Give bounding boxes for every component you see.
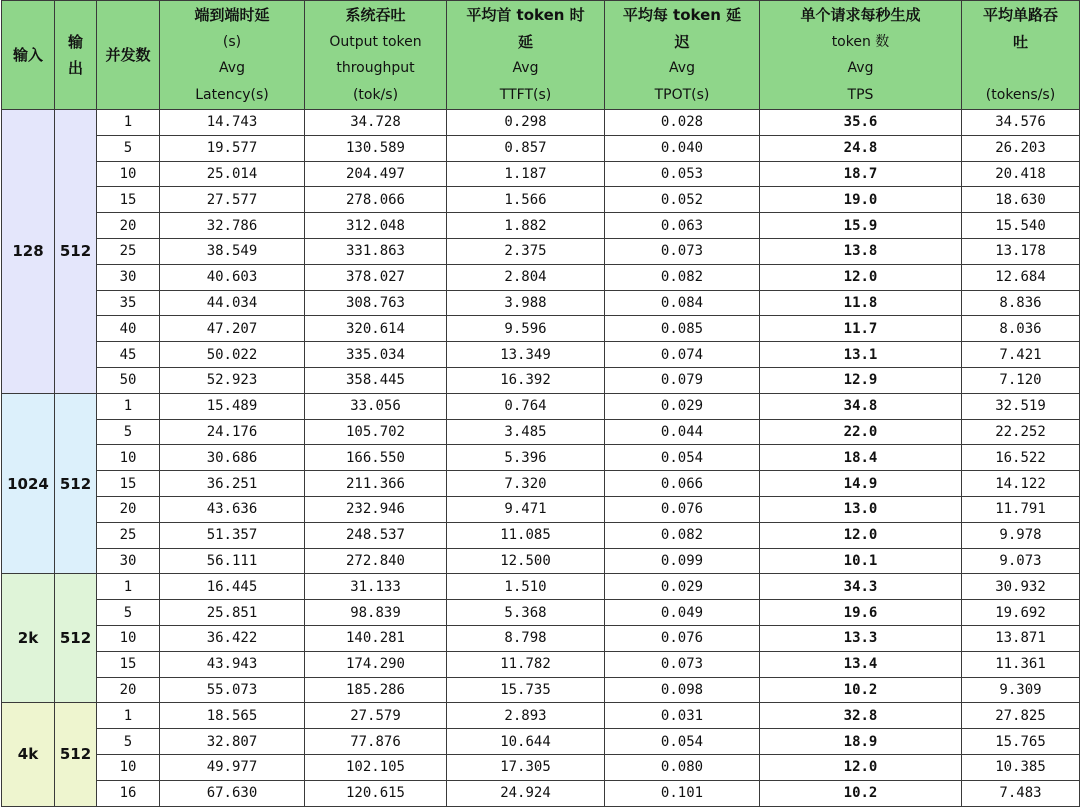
concurrency-cell: 45: [97, 342, 160, 368]
per-stream-cell: 9.073: [962, 548, 1080, 574]
tps-cell: 18.4: [760, 445, 962, 471]
concurrency-cell: 30: [97, 548, 160, 574]
ttft-cell: 1.882: [447, 213, 605, 239]
throughput-cell: 130.589: [305, 135, 447, 161]
tpot-cell: 0.082: [605, 264, 760, 290]
tps-cell: 11.7: [760, 316, 962, 342]
header-line: TTFT(s): [499, 86, 552, 103]
latency-cell: 27.577: [160, 187, 305, 213]
tps-cell: 22.0: [760, 419, 962, 445]
input-group-cell: 4k: [2, 703, 55, 806]
per-stream-cell: 7.120: [962, 367, 1080, 393]
tps-cell: 18.9: [760, 729, 962, 755]
tpot-cell: 0.098: [605, 677, 760, 703]
header-output: [55, 1, 97, 110]
tps-cell: 10.2: [760, 780, 962, 806]
header-line: 平均单路吞: [982, 6, 1058, 24]
table-row: [2, 496, 1080, 522]
tps-cell: 34.3: [760, 574, 962, 600]
tps-cell: 15.9: [760, 213, 962, 239]
ttft-cell: 2.375: [447, 238, 605, 264]
header-line: throughput: [336, 60, 415, 76]
ttft-cell: 5.396: [447, 445, 605, 471]
concurrency-cell: 10: [97, 161, 160, 187]
header-line: (s): [222, 33, 242, 50]
table-row: [2, 213, 1080, 239]
ttft-cell: 9.596: [447, 316, 605, 342]
tpot-cell: 0.082: [605, 522, 760, 548]
tps-cell: 18.7: [760, 161, 962, 187]
table-row: [2, 187, 1080, 213]
header-line: (tokens/s): [985, 86, 1056, 103]
per-stream-cell: 16.522: [962, 445, 1080, 471]
concurrency-cell: 25: [97, 238, 160, 264]
per-stream-cell: 7.483: [962, 780, 1080, 806]
tps-cell: 13.1: [760, 342, 962, 368]
tps-cell: 13.4: [760, 651, 962, 677]
concurrency-cell: 5: [97, 729, 160, 755]
concurrency-cell: 1: [97, 110, 160, 136]
table-row: [2, 264, 1080, 290]
header-line: 端到端时延: [194, 6, 270, 24]
tps-cell: 34.8: [760, 393, 962, 419]
header-line: Avg: [669, 60, 695, 76]
table-row: [2, 367, 1080, 393]
concurrency-cell: 16: [97, 780, 160, 806]
tps-cell: 14.9: [760, 471, 962, 497]
per-stream-cell: 11.791: [962, 496, 1080, 522]
tps-cell: 19.6: [760, 600, 962, 626]
ttft-cell: 17.305: [447, 754, 605, 780]
latency-cell: 50.022: [160, 342, 305, 368]
latency-cell: 43.943: [160, 651, 305, 677]
table-row: [2, 754, 1080, 780]
header-line: 平均首 token 时: [466, 6, 585, 24]
ttft-cell: 16.392: [447, 367, 605, 393]
tpot-cell: 0.099: [605, 548, 760, 574]
latency-cell: 44.034: [160, 290, 305, 316]
throughput-cell: 34.728: [305, 110, 447, 136]
table-row: [2, 445, 1080, 471]
latency-cell: 18.565: [160, 703, 305, 729]
tpot-cell: 0.040: [605, 135, 760, 161]
table-row: [2, 135, 1080, 161]
ttft-cell: 8.798: [447, 625, 605, 651]
table-row: [2, 316, 1080, 342]
latency-cell: 24.176: [160, 419, 305, 445]
concurrency-cell: 50: [97, 367, 160, 393]
latency-cell: 19.577: [160, 135, 305, 161]
tpot-cell: 0.044: [605, 419, 760, 445]
concurrency-cell: 35: [97, 290, 160, 316]
concurrency-cell: 40: [97, 316, 160, 342]
tpot-cell: 0.074: [605, 342, 760, 368]
throughput-cell: 102.105: [305, 754, 447, 780]
per-stream-cell: 8.836: [962, 290, 1080, 316]
tps-cell: 19.0: [760, 187, 962, 213]
tpot-cell: 0.076: [605, 625, 760, 651]
concurrency-cell: 20: [97, 213, 160, 239]
tps-cell: 12.9: [760, 367, 962, 393]
latency-cell: 30.686: [160, 445, 305, 471]
ttft-cell: 0.857: [447, 135, 605, 161]
throughput-cell: 358.445: [305, 367, 447, 393]
per-stream-cell: 8.036: [962, 316, 1080, 342]
tps-cell: 12.0: [760, 264, 962, 290]
per-stream-cell: 12.684: [962, 264, 1080, 290]
ttft-cell: 0.764: [447, 393, 605, 419]
tpot-cell: 0.028: [605, 110, 760, 136]
header-line: 单个请求每秒生成: [800, 6, 921, 24]
concurrency-cell: 1: [97, 393, 160, 419]
table-row: [2, 651, 1080, 677]
tpot-cell: 0.076: [605, 496, 760, 522]
concurrency-cell: 15: [97, 471, 160, 497]
header-line: TPS: [847, 86, 874, 103]
latency-cell: 32.807: [160, 729, 305, 755]
header-line: 迟: [674, 32, 690, 51]
ttft-cell: 3.485: [447, 419, 605, 445]
tps-cell: 13.8: [760, 238, 962, 264]
table-row: [2, 238, 1080, 264]
tpot-cell: 0.080: [605, 754, 760, 780]
header-concurrency: 并发数: [97, 1, 160, 110]
concurrency-cell: 20: [97, 496, 160, 522]
tps-cell: 11.8: [760, 290, 962, 316]
latency-cell: 49.977: [160, 754, 305, 780]
concurrency-cell: 10: [97, 754, 160, 780]
throughput-cell: 248.537: [305, 522, 447, 548]
table-header: [2, 1, 1080, 110]
header-throughput: [305, 1, 447, 110]
tpot-cell: 0.073: [605, 651, 760, 677]
tpot-cell: 0.054: [605, 445, 760, 471]
tps-cell: 32.8: [760, 703, 962, 729]
input-group-cell: 2k: [2, 574, 55, 703]
input-group-cell: 128: [2, 110, 55, 394]
latency-cell: 25.851: [160, 600, 305, 626]
tpot-cell: 0.079: [605, 367, 760, 393]
table-body: [2, 110, 1080, 807]
latency-cell: 55.073: [160, 677, 305, 703]
concurrency-cell: 10: [97, 625, 160, 651]
throughput-cell: 278.066: [305, 187, 447, 213]
concurrency-cell: 10: [97, 445, 160, 471]
output-group-cell: 512: [55, 574, 97, 703]
ttft-cell: 7.320: [447, 471, 605, 497]
ttft-cell: 1.510: [447, 574, 605, 600]
table-row: [2, 290, 1080, 316]
table-row: [2, 729, 1080, 755]
latency-cell: 25.014: [160, 161, 305, 187]
per-stream-cell: 20.418: [962, 161, 1080, 187]
table-row: [2, 522, 1080, 548]
header-tps: [760, 1, 962, 110]
tpot-cell: 0.054: [605, 729, 760, 755]
concurrency-cell: 5: [97, 419, 160, 445]
latency-cell: 16.445: [160, 574, 305, 600]
throughput-cell: 166.550: [305, 445, 447, 471]
output-group-cell: 512: [55, 703, 97, 806]
ttft-cell: 11.782: [447, 651, 605, 677]
ttft-cell: 2.893: [447, 703, 605, 729]
tpot-cell: 0.029: [605, 574, 760, 600]
tpot-cell: 0.029: [605, 393, 760, 419]
header-line: 平均每 token 延: [622, 6, 742, 24]
throughput-cell: 308.763: [305, 290, 447, 316]
latency-cell: 47.207: [160, 316, 305, 342]
concurrency-cell: 1: [97, 574, 160, 600]
concurrency-cell: 5: [97, 600, 160, 626]
concurrency-cell: 25: [97, 522, 160, 548]
table-row: [2, 110, 1080, 136]
table-row: [2, 548, 1080, 574]
throughput-cell: 120.615: [305, 780, 447, 806]
tpot-cell: 0.084: [605, 290, 760, 316]
ttft-cell: 3.988: [447, 290, 605, 316]
tps-cell: 24.8: [760, 135, 962, 161]
per-stream-cell: 14.122: [962, 471, 1080, 497]
ttft-cell: 1.187: [447, 161, 605, 187]
tpot-cell: 0.049: [605, 600, 760, 626]
header-line: Avg: [219, 60, 245, 76]
concurrency-cell: 15: [97, 651, 160, 677]
throughput-cell: 77.876: [305, 729, 447, 755]
header-line: token 数: [831, 33, 890, 50]
header-output-line: 出: [67, 59, 83, 77]
header-line: 系统吞吐: [345, 6, 406, 24]
per-stream-cell: 30.932: [962, 574, 1080, 600]
table-row: [2, 780, 1080, 806]
tps-cell: 10.2: [760, 677, 962, 703]
header-line: Output token: [329, 33, 422, 50]
header-line: [962, 55, 1079, 82]
per-stream-cell: 11.361: [962, 651, 1080, 677]
tps-cell: 12.0: [760, 522, 962, 548]
header-line: Avg: [847, 60, 874, 76]
throughput-cell: 378.027: [305, 264, 447, 290]
ttft-cell: 10.644: [447, 729, 605, 755]
ttft-cell: 0.298: [447, 110, 605, 136]
tpot-cell: 0.066: [605, 471, 760, 497]
output-group-cell: 512: [55, 393, 97, 574]
ttft-cell: 24.924: [447, 780, 605, 806]
per-stream-cell: 18.630: [962, 187, 1080, 213]
per-stream-cell: 27.825: [962, 703, 1080, 729]
header-line: (tok/s): [352, 86, 399, 103]
per-stream-cell: 19.692: [962, 600, 1080, 626]
header-ttft: [447, 1, 605, 110]
latency-cell: 43.636: [160, 496, 305, 522]
tpot-cell: 0.053: [605, 161, 760, 187]
tpot-cell: 0.073: [605, 238, 760, 264]
tpot-cell: 0.031: [605, 703, 760, 729]
latency-cell: 38.549: [160, 238, 305, 264]
tps-cell: 13.3: [760, 625, 962, 651]
throughput-cell: 174.290: [305, 651, 447, 677]
throughput-cell: 331.863: [305, 238, 447, 264]
tps-cell: 12.0: [760, 754, 962, 780]
ttft-cell: 2.804: [447, 264, 605, 290]
tps-cell: 35.6: [760, 110, 962, 136]
throughput-cell: 335.034: [305, 342, 447, 368]
throughput-cell: 185.286: [305, 677, 447, 703]
throughput-cell: 232.946: [305, 496, 447, 522]
ttft-cell: 5.368: [447, 600, 605, 626]
ttft-cell: 11.085: [447, 522, 605, 548]
header-line: 延: [517, 32, 533, 51]
table-row: [2, 625, 1080, 651]
concurrency-cell: 5: [97, 135, 160, 161]
input-group-cell: 1024: [2, 393, 55, 574]
table-row: [2, 600, 1080, 626]
table-row: [2, 471, 1080, 497]
per-stream-cell: 22.252: [962, 419, 1080, 445]
tps-cell: 13.0: [760, 496, 962, 522]
latency-cell: 52.923: [160, 367, 305, 393]
per-stream-cell: 32.519: [962, 393, 1080, 419]
ttft-cell: 13.349: [447, 342, 605, 368]
table-row: [2, 703, 1080, 729]
per-stream-cell: 26.203: [962, 135, 1080, 161]
per-stream-cell: 7.421: [962, 342, 1080, 368]
per-stream-cell: 13.871: [962, 625, 1080, 651]
header-tpot: [605, 1, 760, 110]
concurrency-cell: 30: [97, 264, 160, 290]
header-line: 吐: [1012, 32, 1028, 51]
concurrency-cell: 1: [97, 703, 160, 729]
header-line: TPOT(s): [654, 86, 710, 103]
tpot-cell: 0.063: [605, 213, 760, 239]
per-stream-cell: 9.978: [962, 522, 1080, 548]
per-stream-cell: 9.309: [962, 677, 1080, 703]
header-line: Latency(s): [195, 86, 269, 103]
throughput-cell: 33.056: [305, 393, 447, 419]
throughput-cell: 272.840: [305, 548, 447, 574]
header-output-line: 输: [67, 32, 83, 51]
table-row: [2, 574, 1080, 600]
latency-cell: 14.743: [160, 110, 305, 136]
table-row: [2, 677, 1080, 703]
throughput-cell: 320.614: [305, 316, 447, 342]
latency-cell: 40.603: [160, 264, 305, 290]
ttft-cell: 12.500: [447, 548, 605, 574]
tps-cell: 10.1: [760, 548, 962, 574]
table-row: [2, 393, 1080, 419]
concurrency-cell: 15: [97, 187, 160, 213]
latency-cell: 36.251: [160, 471, 305, 497]
throughput-cell: 211.366: [305, 471, 447, 497]
throughput-cell: 204.497: [305, 161, 447, 187]
benchmark-table: [1, 0, 1080, 807]
header-latency: [160, 1, 305, 110]
throughput-cell: 98.839: [305, 600, 447, 626]
latency-cell: 51.357: [160, 522, 305, 548]
throughput-cell: 312.048: [305, 213, 447, 239]
latency-cell: 67.630: [160, 780, 305, 806]
tpot-cell: 0.101: [605, 780, 760, 806]
per-stream-cell: 34.576: [962, 110, 1080, 136]
table-row: [2, 419, 1080, 445]
per-stream-cell: 15.540: [962, 213, 1080, 239]
output-group-cell: 512: [55, 110, 97, 394]
tpot-cell: 0.085: [605, 316, 760, 342]
table-row: [2, 342, 1080, 368]
header-per-stream: [962, 1, 1080, 110]
latency-cell: 32.786: [160, 213, 305, 239]
per-stream-cell: 10.385: [962, 754, 1080, 780]
latency-cell: 36.422: [160, 625, 305, 651]
ttft-cell: 9.471: [447, 496, 605, 522]
ttft-cell: 1.566: [447, 187, 605, 213]
tpot-cell: 0.052: [605, 187, 760, 213]
throughput-cell: 27.579: [305, 703, 447, 729]
concurrency-cell: 20: [97, 677, 160, 703]
latency-cell: 56.111: [160, 548, 305, 574]
latency-cell: 15.489: [160, 393, 305, 419]
header-line: Avg: [512, 60, 539, 76]
throughput-cell: 140.281: [305, 625, 447, 651]
table-row: [2, 161, 1080, 187]
per-stream-cell: 13.178: [962, 238, 1080, 264]
header-input: 输入: [2, 1, 55, 110]
throughput-cell: 31.133: [305, 574, 447, 600]
ttft-cell: 15.735: [447, 677, 605, 703]
per-stream-cell: 15.765: [962, 729, 1080, 755]
throughput-cell: 105.702: [305, 419, 447, 445]
